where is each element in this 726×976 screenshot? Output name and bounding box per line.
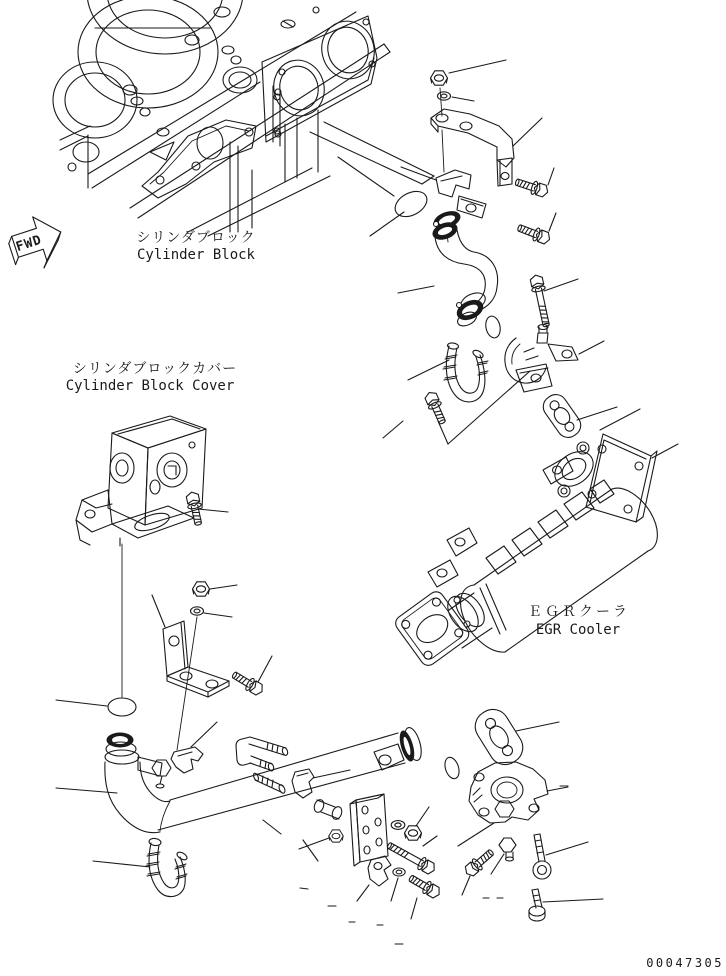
hex-nut bbox=[193, 582, 210, 596]
flexible-hose-lower bbox=[146, 838, 188, 897]
plain-washer bbox=[393, 868, 405, 876]
cylinder-block-label-jp: シリンダブロック bbox=[136, 230, 256, 246]
egr-cooler-label-jp: ＥＧＲクーラ bbox=[528, 604, 630, 620]
hex-nut bbox=[329, 830, 343, 842]
plain-washer bbox=[191, 607, 204, 615]
flexible-hose-upper bbox=[443, 342, 488, 402]
hex-flange-bolt bbox=[407, 872, 443, 901]
cylinder-block-cover bbox=[76, 416, 206, 546]
hex-flange-bolt bbox=[516, 221, 552, 246]
cylinder-block-cover-label-en: Cylinder Block Cover bbox=[65, 378, 235, 394]
cylinder-block-label-en: Cylinder Block bbox=[136, 247, 256, 263]
hex-flange-bolt bbox=[514, 175, 550, 198]
egr-outlet-flange bbox=[586, 434, 657, 522]
oval-gasket bbox=[539, 390, 585, 441]
spacer bbox=[313, 798, 344, 820]
water-pipe-assembly bbox=[105, 726, 425, 897]
threaded-stud bbox=[252, 773, 286, 795]
pipe-clamp bbox=[171, 747, 203, 773]
cylinder-block bbox=[53, 0, 434, 236]
drawing-number: 00047305 bbox=[646, 956, 724, 970]
hex-nut bbox=[431, 71, 448, 85]
egr-cooler-label-en: EGR Cooler bbox=[535, 622, 621, 638]
backing-plate bbox=[350, 794, 388, 866]
small-gasket bbox=[442, 756, 461, 781]
cylinder-block-cover-label-jp: シリンダブロックカバー bbox=[72, 361, 238, 377]
hex-flange-bolt bbox=[423, 390, 449, 426]
l-bracket-assembly bbox=[108, 544, 266, 750]
pipe-clamp bbox=[292, 769, 314, 798]
hex-flange-bolt bbox=[230, 669, 266, 698]
wire-clip bbox=[436, 170, 471, 197]
plain-washer bbox=[438, 92, 451, 100]
water-connector-assembly bbox=[505, 274, 585, 442]
outlet-flange bbox=[469, 762, 548, 823]
eye-joint-bolt bbox=[533, 834, 551, 879]
u-bolt bbox=[236, 737, 289, 772]
water-tube-assembly bbox=[391, 186, 502, 426]
fwd-direction-arrow bbox=[3, 210, 69, 276]
wire-clip bbox=[368, 856, 391, 886]
joint-bolt bbox=[529, 889, 545, 921]
small-gasket bbox=[484, 315, 502, 339]
blind-plug-oval bbox=[108, 698, 136, 716]
plain-washer bbox=[391, 821, 405, 830]
water-connector bbox=[505, 325, 578, 393]
oval-gasket bbox=[469, 703, 529, 770]
hex-nut bbox=[405, 826, 422, 840]
long-flange-bolt bbox=[529, 274, 553, 328]
fwd-arrow-label: FWD bbox=[14, 232, 44, 256]
outlet-flange-assembly bbox=[442, 703, 551, 921]
l-bracket bbox=[163, 621, 229, 697]
